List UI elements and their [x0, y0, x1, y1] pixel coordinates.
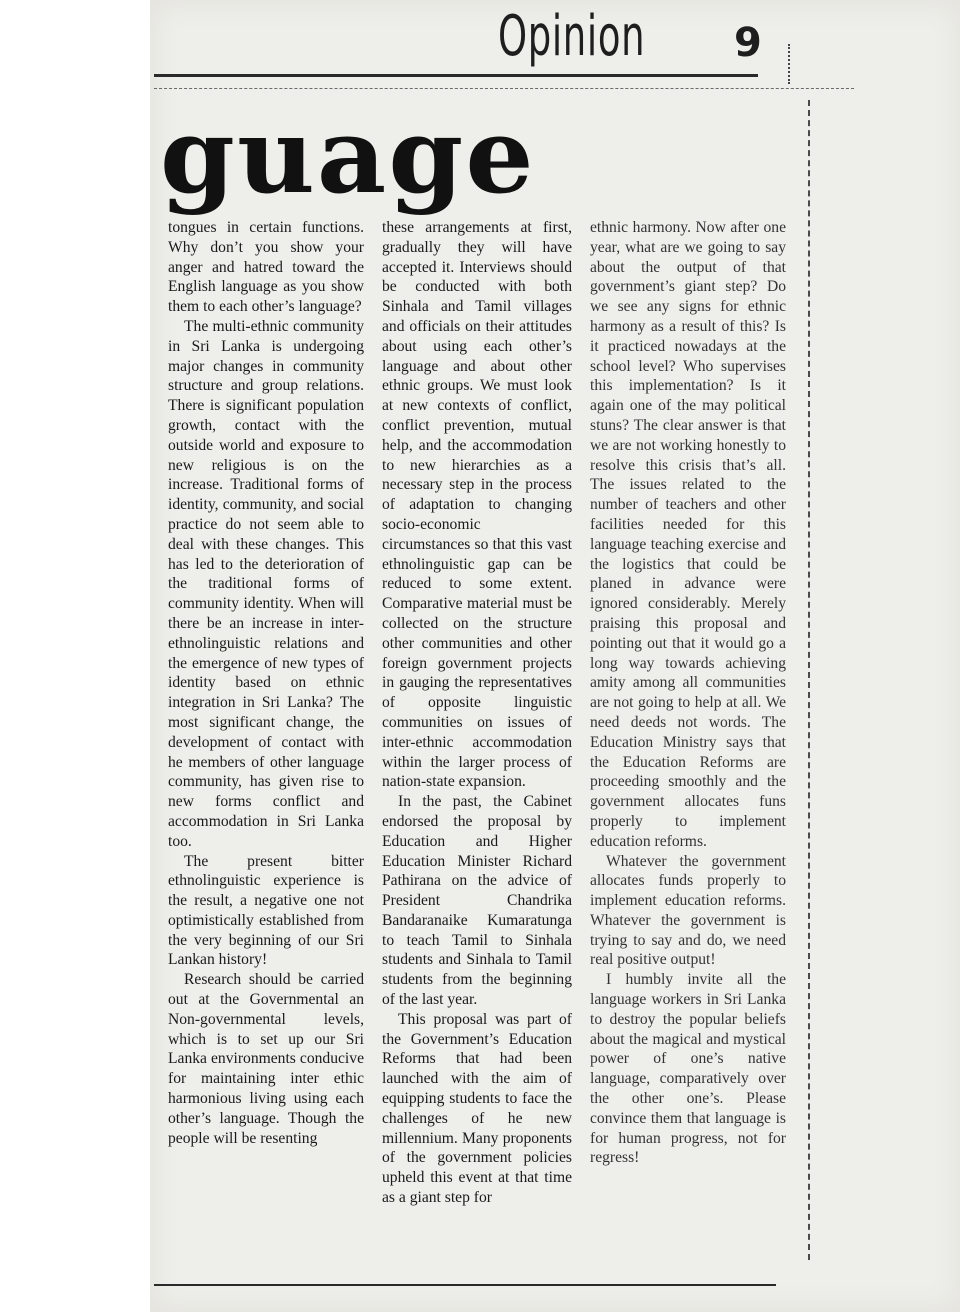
- page-number: 9: [734, 20, 762, 66]
- edge-marks: [788, 44, 796, 84]
- paragraph: tongues in certain functions. Why don’t you show your anger and hatred toward the English language as you show them to each other’s language?: [168, 219, 364, 316]
- footer-rule: [154, 1284, 776, 1286]
- header-thin-rule: [154, 88, 854, 89]
- paragraph: The present bitter ethnolinguistic experience is the result, a negative one not optimistically established from the very beginning of our Sri Lankan history!: [168, 852, 364, 969]
- paragraph: This proposal was part of the Government’s Education Reforms that had been launched with the aim of equipping students to face the challenges of he new millennium. Many proponents of the government policies upheld this event at that time as a giant step for: [382, 1010, 572, 1207]
- paragraph: these arrangements at first, gradually they will have accepted it. Interviews should be conducted with both Sinhala and Tamil villages and officials on their attitudes about using each other’s language and about other ethnic groups. We must look at new contexts of conflict, conflict prevention, mutual help, and the accommodation to new hierarchies as a necessary step in the process of adaptation to changing socio-economic circumstances so that this vast ethnolinguistic gap can be reduced to some extent. Comparative material must be collected on the structure other communities and other foreign government projects in gauging the representatives of opposite linguistic communities on issues of inter-ethnic accommodation within the larger process of nation-state expansion.: [382, 219, 572, 791]
- paragraph: In the past, the Cabinet endorsed the proposal by Education and Higher Education Minister Richard Pathirana on the advice of President Chandrika Bandaranaike Kumaratunga to teach Tamil to Sinhala students and Sinhala to Tamil students from the beginning of the last year.: [382, 793, 572, 1009]
- article-column-3: [590, 218, 786, 1280]
- paragraph: ethnic harmony. Now after one year, what are we going to say about the output of that government’s giant step? Do we see any signs for ethnic harmony as a result of this? Is it practiced nowadays at the school level? Who supervises this implementation? Is it again one of the may political stuns? The clear answer is that we are not working honestly to resolve this crisis that’s all. The issues related to the number of teachers and other facilities needed for this language teaching exercise and the logistics that could be planed in advance were ignored considerably. Merely praising this proposal and pointing out that it would go a long way towards achieving amity among all communities are not going to help at all. We need deeds not words. The Education Ministry says that the Education Reforms are proceeding smoothly and the government allocates funs properly to implement education reforms.: [590, 219, 786, 850]
- cut-line: [808, 100, 810, 1260]
- article-column-2: [382, 218, 572, 1280]
- section-title: Opinion: [498, 4, 646, 69]
- header-rule: [154, 74, 758, 77]
- paragraph: The multi-ethnic community in Sri Lanka is undergoing major changes in community structure and group relations. There is significant population growth, contact with the outside world and exposure to new religious is on the increase. Traditional forms of identity, community, and social practice do not seem able to deal with these changes. This has led to the deterioration of the traditional forms of community identity. When will there be an increase in inter-ethnolinguistic relations and the emergence of new types of identity based on ethnic integration in Sri Lanka? The most significant change, the development of contact with he members of other language community, has given rise to new forms conflict and accommodation in Sri Lanka too.: [168, 317, 364, 850]
- headline: guage: [160, 94, 536, 217]
- paragraph: I humbly invite all the language workers in Sri Lanka to destroy the popular beliefs about the magical and mystical power of one’s native language, comparatively over the other one’s. Please convince them that language is for human progress, not for regress!: [590, 971, 786, 1167]
- paragraph: Whatever the government allocates funds properly to implement education reforms. Whatever the government is trying to say and do, we need real positive output!: [590, 852, 786, 969]
- paragraph: Research should be carried out at the Governmental an Non-governmental levels, which is to set up our Sri Lanka environments conducive for maintaining inter ethic harmonious living using each other’s language. Though the people will be resenting: [168, 971, 364, 1147]
- article-column-1: [168, 218, 364, 1280]
